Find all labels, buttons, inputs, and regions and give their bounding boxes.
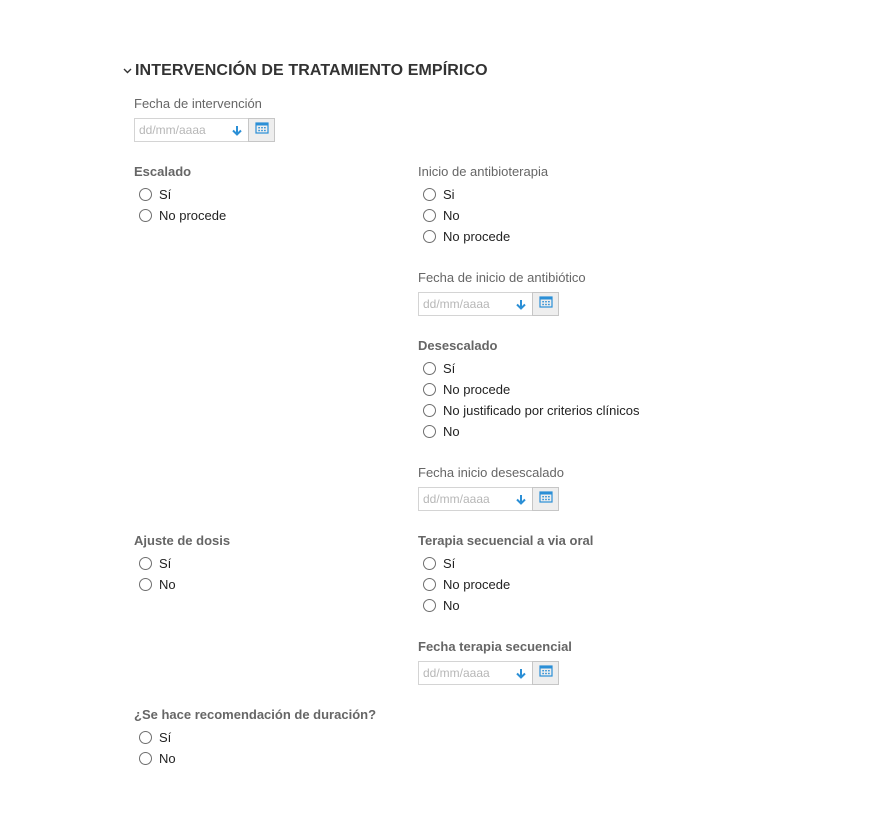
desescalado-options (418, 358, 640, 442)
fecha-terapia-secuencial-input[interactable] (419, 663, 511, 683)
recomendacion-duracion-option-no[interactable]: No (134, 748, 376, 769)
radio-button[interactable] (423, 557, 436, 570)
radio-button[interactable] (423, 425, 436, 438)
calendar-button[interactable] (532, 661, 559, 685)
fecha-terapia-secuencial-box (418, 661, 532, 685)
radio-button[interactable] (139, 557, 152, 570)
fecha-intervencion-input[interactable] (135, 120, 227, 140)
terapia-secuencial-options (418, 553, 593, 616)
radio-button[interactable] (423, 383, 436, 396)
escalado-label: Escalado (134, 164, 192, 179)
fecha-inicio-antibiotico-label: Fecha de inicio de antibiótico (418, 270, 586, 285)
arrow-down-icon[interactable] (229, 122, 245, 138)
fecha-inicio-antibiotico-box (418, 292, 532, 316)
calendar-button[interactable] (532, 487, 559, 511)
escalado-field (134, 163, 226, 226)
fecha-inicio-antibiotico-datepicker (418, 292, 559, 316)
desescalado-field (418, 337, 640, 442)
fecha-inicio-antibiotico-field (418, 269, 586, 316)
radio-button[interactable] (423, 599, 436, 612)
calendar-button[interactable] (532, 292, 559, 316)
escalado-option-si[interactable]: Sí (134, 184, 226, 205)
fecha-inicio-antibiotico-input[interactable] (419, 294, 511, 314)
radio-button[interactable] (423, 404, 436, 417)
ajuste-dosis-field (134, 532, 230, 595)
desescalado-option-si[interactable]: Sí (418, 358, 640, 379)
section-title: INTERVENCIÓN DE TRATAMIENTO EMPÍRICO (135, 62, 488, 79)
terapia-secuencial-label: Terapia secuencial a via oral (418, 533, 594, 548)
ajuste-dosis-label: Ajuste de dosis (134, 533, 231, 548)
desescalado-label: Desescalado (418, 338, 498, 353)
desescalado-option-no-justificado[interactable]: No justificado por criterios clínicos (418, 400, 640, 421)
arrow-down-icon[interactable] (513, 296, 529, 312)
fecha-inicio-desescalado-label: Fecha inicio desescalado (418, 465, 564, 480)
calendar-icon (539, 295, 553, 313)
chevron-down-icon[interactable] (121, 65, 133, 77)
fecha-intervencion-field (134, 95, 275, 142)
inicio-antibioterapia-option-si[interactable]: Si (418, 184, 548, 205)
escalado-options (134, 184, 226, 226)
ajuste-dosis-option-no[interactable]: No (134, 574, 230, 595)
inicio-antibioterapia-option-no[interactable]: No (418, 205, 548, 226)
recomendacion-duracion-options (134, 727, 376, 769)
fecha-terapia-secuencial-datepicker (418, 661, 559, 685)
fecha-inicio-desescalado-box (418, 487, 532, 511)
radio-button[interactable] (139, 752, 152, 765)
inicio-antibioterapia-option-no-procede[interactable]: No procede (418, 226, 548, 247)
escalado-option-no-procede[interactable]: No procede (134, 205, 226, 226)
inicio-antibioterapia-label: Inicio de antibioterapia (418, 164, 549, 179)
ajuste-dosis-option-si[interactable]: Sí (134, 553, 230, 574)
fecha-inicio-desescalado-input[interactable] (419, 489, 511, 509)
radio-button[interactable] (423, 578, 436, 591)
recomendacion-duracion-option-si[interactable]: Sí (134, 727, 376, 748)
radio-button[interactable] (423, 230, 436, 243)
terapia-secuencial-option-no-procede[interactable]: No procede (418, 574, 593, 595)
radio-button[interactable] (423, 188, 436, 201)
fecha-inicio-desescalado-datepicker (418, 487, 559, 511)
radio-button[interactable] (139, 209, 152, 222)
fecha-inicio-desescalado-field (418, 464, 564, 511)
fecha-intervencion-label: Fecha de intervención (134, 96, 262, 111)
recomendacion-duracion-label: ¿Se hace recomendación de duración? (134, 707, 377, 722)
desescalado-option-no-procede[interactable]: No procede (418, 379, 640, 400)
calendar-icon (539, 490, 553, 508)
calendar-icon (539, 664, 553, 682)
ajuste-dosis-options (134, 553, 230, 595)
arrow-down-icon[interactable] (513, 491, 529, 507)
recomendacion-duracion-field (134, 706, 376, 769)
arrow-down-icon[interactable] (513, 665, 529, 681)
terapia-secuencial-option-si[interactable]: Sí (418, 553, 593, 574)
radio-button[interactable] (139, 188, 152, 201)
radio-button[interactable] (423, 209, 436, 222)
section-header[interactable] (121, 61, 488, 81)
radio-button[interactable] (139, 731, 152, 744)
fecha-intervencion-datepicker (134, 118, 275, 142)
radio-button[interactable] (423, 362, 436, 375)
terapia-secuencial-option-no[interactable]: No (418, 595, 593, 616)
fecha-terapia-secuencial-field (418, 638, 572, 685)
desescalado-option-no[interactable]: No (418, 421, 640, 442)
fecha-terapia-secuencial-label: Fecha terapia secuencial (418, 639, 572, 654)
radio-button[interactable] (139, 578, 152, 591)
inicio-antibioterapia-options (418, 184, 548, 247)
terapia-secuencial-field (418, 532, 593, 616)
calendar-button[interactable] (248, 118, 275, 142)
inicio-antibioterapia-field (418, 163, 548, 247)
fecha-intervencion-box (134, 118, 248, 142)
calendar-icon (255, 121, 269, 139)
